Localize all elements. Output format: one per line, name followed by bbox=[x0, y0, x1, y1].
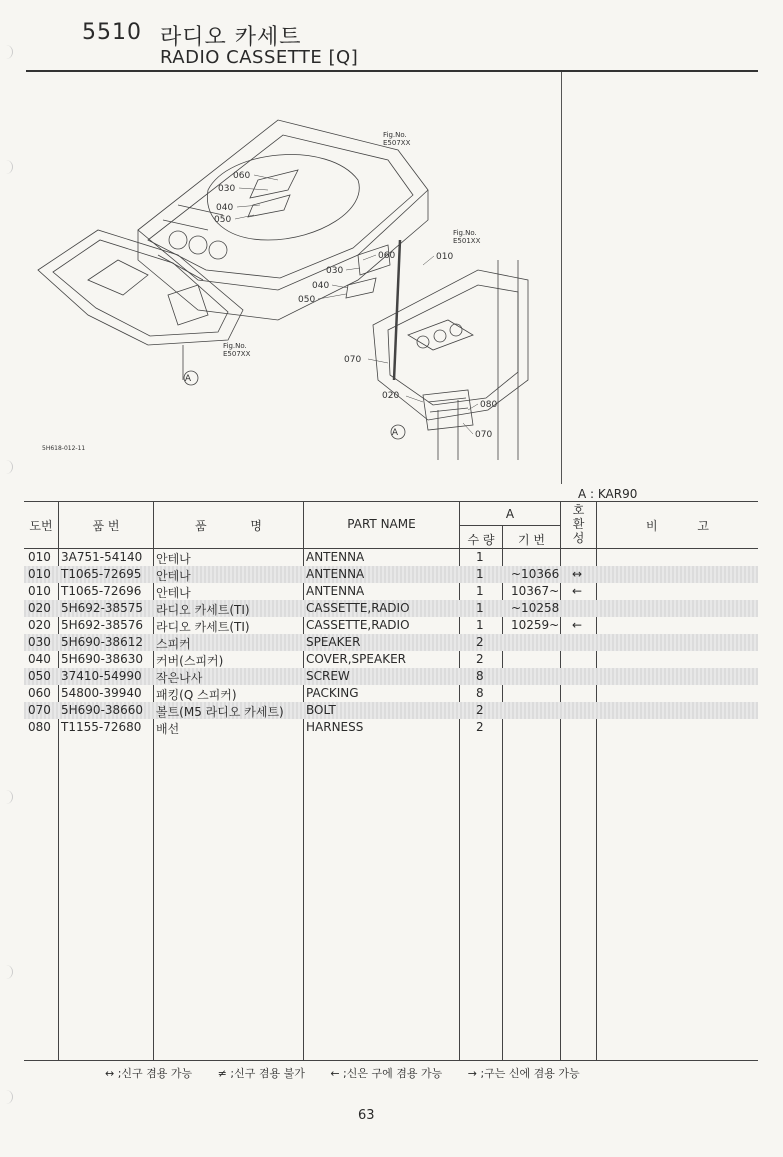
header-group-a: A bbox=[505, 507, 515, 521]
row-name-ko: 안테나 bbox=[156, 569, 191, 583]
row-name-ko: 패킹(Q 스피커) bbox=[156, 688, 237, 702]
row-no: 020 bbox=[28, 601, 51, 615]
floor-panel-drawing bbox=[38, 230, 243, 385]
table-row bbox=[24, 702, 758, 719]
row-name-ko: 안테나 bbox=[156, 552, 191, 566]
row-qty: 8 bbox=[476, 686, 484, 700]
row-part-name: ANTENNA bbox=[306, 567, 365, 581]
header-no: 도번 bbox=[29, 519, 53, 533]
row-part-name: ANTENNA bbox=[306, 584, 365, 598]
row-part-name: BOLT bbox=[306, 703, 336, 717]
fig-ref-number: E501XX bbox=[453, 237, 481, 245]
row-qty: 8 bbox=[476, 669, 484, 683]
row-part-name: ANTENNA bbox=[306, 550, 365, 564]
row-compat: ↔ bbox=[572, 567, 583, 581]
parts-table bbox=[24, 501, 758, 1061]
header-part-name: PART NAME bbox=[347, 517, 416, 531]
page-number: 63 bbox=[358, 1108, 375, 1123]
compat-legend bbox=[105, 1065, 602, 1081]
row-name-ko: 커버(스피커) bbox=[156, 654, 224, 668]
table-row bbox=[24, 549, 758, 566]
callout-fig-ref-3: Fig.No. E507XX bbox=[223, 342, 251, 358]
row-qty: 1 bbox=[476, 601, 484, 615]
row-serial: 10367~ bbox=[511, 584, 560, 598]
callout-030: 030 bbox=[218, 184, 236, 194]
figure-divider bbox=[561, 72, 562, 484]
callout-060: 060 bbox=[378, 251, 396, 261]
legend-old-fits-new: → ;구는 신에 겸용 가능 bbox=[467, 1067, 580, 1080]
row-compat: ← bbox=[572, 584, 583, 598]
row-part-no: T1065-72695 bbox=[61, 567, 142, 581]
punch-hole bbox=[2, 460, 13, 474]
row-part-name: CASSETTE,RADIO bbox=[306, 618, 410, 632]
fig-ref-number: E507XX bbox=[223, 350, 251, 358]
callout-070: 070 bbox=[344, 355, 362, 365]
row-part-no: 5H690-38630 bbox=[61, 652, 144, 666]
callout-fig-ref-2: Fig.No. E501XX bbox=[453, 229, 481, 245]
row-no: 030 bbox=[28, 635, 51, 649]
row-name-ko: 배선 bbox=[156, 722, 180, 736]
table-row bbox=[24, 651, 758, 668]
row-no: 020 bbox=[28, 618, 51, 632]
fig-ref-number: E507XX bbox=[383, 139, 411, 147]
row-no: 060 bbox=[28, 686, 51, 700]
row-part-name: SPEAKER bbox=[306, 635, 361, 649]
callout-080: 080 bbox=[480, 400, 498, 410]
header-remarks: 비 고 bbox=[646, 519, 709, 533]
callout-050: 050 bbox=[214, 215, 232, 225]
marker-a: A bbox=[391, 428, 399, 438]
cab-frame-drawing bbox=[346, 240, 528, 460]
row-qty: 1 bbox=[476, 567, 484, 581]
punch-hole bbox=[2, 790, 13, 804]
table-row bbox=[24, 634, 758, 651]
row-qty: 2 bbox=[476, 720, 484, 734]
header-name-ko: 품 명 bbox=[195, 519, 262, 533]
row-no: 010 bbox=[28, 584, 51, 598]
table-row bbox=[24, 600, 758, 617]
table-row bbox=[24, 685, 758, 702]
row-qty: 2 bbox=[476, 652, 484, 666]
row-name-ko: 스피커 bbox=[156, 637, 191, 651]
table-row bbox=[24, 719, 758, 736]
row-name-ko: 라디오 카세트(TI) bbox=[156, 603, 250, 617]
table-row bbox=[24, 617, 758, 634]
roof-panel-drawing bbox=[138, 120, 428, 320]
row-serial: 10259~ bbox=[511, 618, 560, 632]
callout-050: 050 bbox=[298, 295, 316, 305]
callout-060: 060 bbox=[233, 171, 251, 181]
callout-040: 040 bbox=[216, 203, 234, 213]
row-part-no: T1065-72696 bbox=[61, 584, 142, 598]
row-part-no: 5H692-38576 bbox=[61, 618, 144, 632]
row-serial: ~10366 bbox=[511, 567, 560, 581]
row-no: 010 bbox=[28, 567, 51, 581]
row-part-name: SCREW bbox=[306, 669, 350, 683]
callout-fig-ref-1: Fig.No. E507XX bbox=[383, 131, 411, 147]
row-qty: 1 bbox=[476, 584, 484, 598]
row-qty: 2 bbox=[476, 635, 484, 649]
header-compat: 호 환 성 bbox=[572, 503, 585, 545]
row-part-name: PACKING bbox=[306, 686, 359, 700]
row-no: 040 bbox=[28, 652, 51, 666]
header-rule bbox=[26, 70, 758, 72]
row-part-no: 37410-54990 bbox=[61, 669, 142, 683]
table-row bbox=[24, 668, 758, 685]
row-no: 010 bbox=[28, 550, 51, 564]
group-a-divider bbox=[459, 525, 560, 526]
row-part-no: 3A751-54140 bbox=[61, 550, 143, 564]
callout-010: 010 bbox=[436, 252, 454, 262]
table-row bbox=[24, 583, 758, 600]
row-no: 080 bbox=[28, 720, 51, 734]
header-qty: 수 량 bbox=[467, 533, 495, 547]
section-code: 5510 bbox=[82, 20, 142, 45]
callout-020: 020 bbox=[382, 391, 400, 401]
legend-interchangeable: ↔ ;신구 겸용 가능 bbox=[105, 1067, 193, 1080]
row-part-no: 54800-39940 bbox=[61, 686, 142, 700]
exploded-parts-diagram bbox=[28, 80, 558, 480]
legend-new-fits-old: ← ;신은 구에 겸용 가능 bbox=[330, 1067, 443, 1080]
row-part-no: 5H690-38612 bbox=[61, 635, 144, 649]
row-qty: 1 bbox=[476, 550, 484, 564]
model-note: A : KAR90 bbox=[578, 487, 638, 501]
row-qty: 1 bbox=[476, 618, 484, 632]
callout-030: 030 bbox=[326, 266, 344, 276]
callout-labels bbox=[42, 131, 497, 452]
header-serial: 기 번 bbox=[518, 533, 545, 547]
row-name-ko: 작은나사 bbox=[156, 671, 203, 685]
table-top-border bbox=[24, 501, 758, 502]
row-part-name: CASSETTE,RADIO bbox=[306, 601, 410, 615]
punch-hole bbox=[2, 1090, 13, 1104]
leader-lines bbox=[235, 175, 478, 434]
marker-a: A bbox=[184, 374, 192, 384]
row-name-ko: 안테나 bbox=[156, 586, 191, 600]
punch-hole bbox=[2, 965, 13, 979]
callout-040: 040 bbox=[312, 281, 330, 291]
table-row bbox=[24, 566, 758, 583]
row-part-no: T1155-72680 bbox=[61, 720, 142, 734]
row-serial: ~10258 bbox=[511, 601, 560, 615]
section-title-english: RADIO CASSETTE [Q] bbox=[160, 47, 359, 68]
row-no: 070 bbox=[28, 703, 51, 717]
row-part-no: 5H690-38660 bbox=[61, 703, 144, 717]
callout-070: 070 bbox=[475, 430, 493, 440]
row-part-name: COVER,SPEAKER bbox=[306, 652, 406, 666]
row-no: 050 bbox=[28, 669, 51, 683]
punch-hole bbox=[2, 160, 13, 174]
drawing-code: 5H618-012-11 bbox=[42, 445, 86, 452]
section-title-korean: 라디오 카세트 bbox=[160, 25, 302, 50]
row-name-ko: 라디오 카세트(TI) bbox=[156, 620, 250, 634]
row-part-name: HARNESS bbox=[306, 720, 364, 734]
header-part-no: 품 번 bbox=[92, 519, 120, 533]
punch-hole bbox=[2, 45, 13, 59]
row-part-no: 5H692-38575 bbox=[61, 601, 144, 615]
row-name-ko: 볼트(M5 라디오 카세트) bbox=[156, 705, 284, 719]
row-qty: 2 bbox=[476, 703, 484, 717]
legend-not-interchangeable: ≠ ;신구 겸용 불가 bbox=[217, 1067, 305, 1080]
table-bottom-border bbox=[24, 1060, 758, 1061]
row-compat: ← bbox=[572, 618, 583, 632]
